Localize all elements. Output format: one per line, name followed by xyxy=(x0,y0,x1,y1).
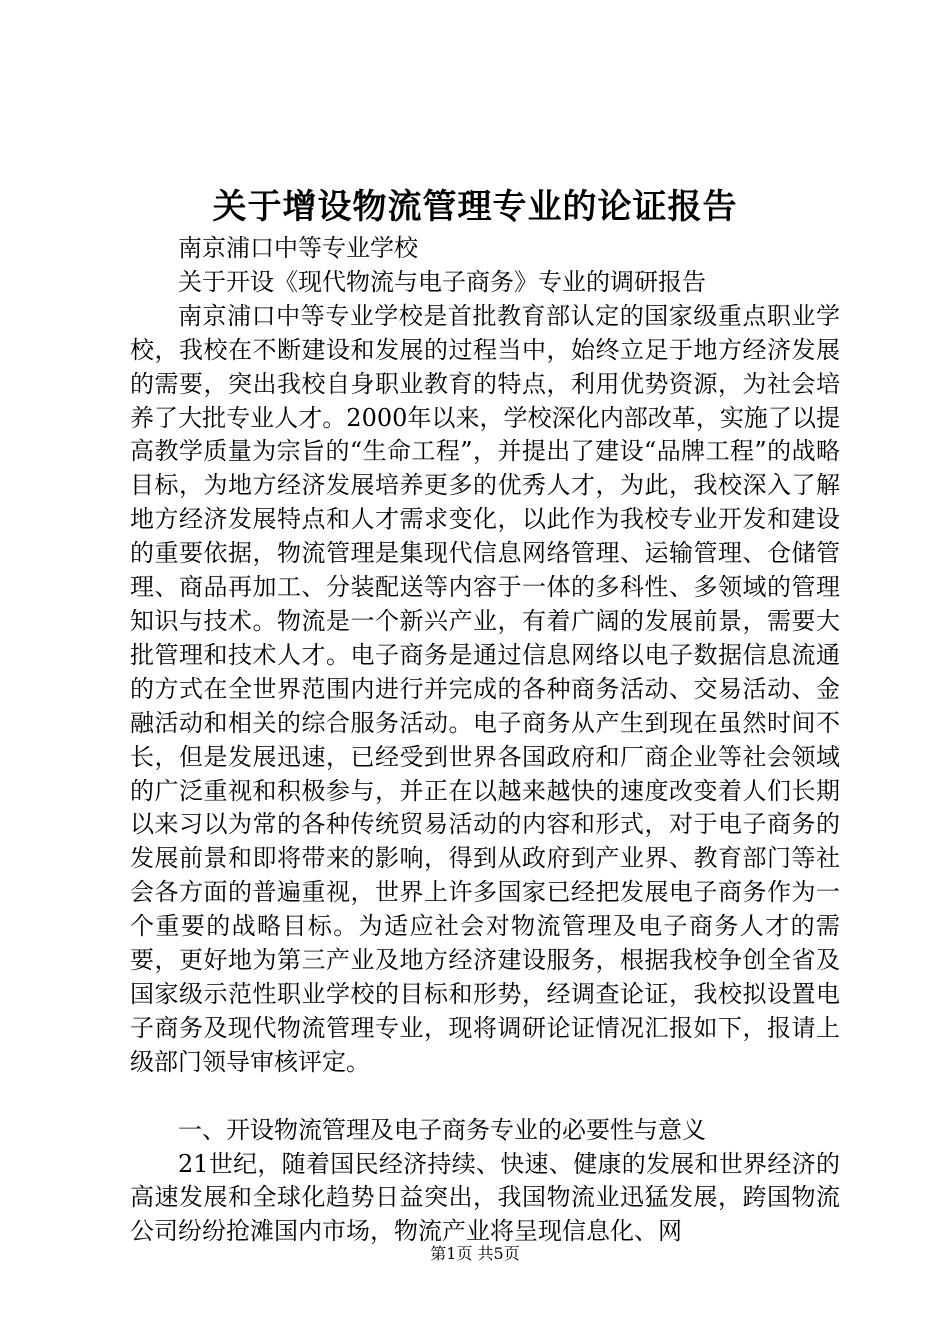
section-heading-1: 一、开设物流管理及电子商务专业的必要性与意义 xyxy=(178,1115,706,1144)
intro-paragraph: 南京浦口中等专业学校是首批教育部认定的国家级重点职业学校，我校在不断建设和发展的过程当中，始终立足于地方经济发展的需要，突出我校自身职业教育的特点，利用优势资源，为社会培养了大批专业人才。2000年以来，学校深化内部改革，实施了以提高教学质量为宗旨的“生命工程”，并提出了建设“品牌工程”的战略目标，为地方经济发展培养更多的优秀人才，为此，我校深入了解地方经济发展特点和人才需求变化，以此作为我校专业开发和建设的重要依据，物流管理是集现代信息网络管理、运输管理、仓储管理、商品再加工、分装配送等内容于一体的多科性、多领域的管理知识与技术。物流是一个新兴产业，有着广阔的发展前景，需要大批管理和技术人才。电子商务是通过信息网络以电子数据信息流通的方式在全世界范围内进行并完成的各种商务活动、交易活动、金融活动和相关的综合服务活动。电子商务从产生到现在虽然时间不长，但是发展迅速，已经受到世界各国政府和厂商企业等社会领域的广泛重视和积极参与，并正在以越来越快的速度改变着人们长期以来习以为常的各种传统贸易活动的内容和形式，对于电子商务的发展前景和即将带来的影响，得到从政府到产业界、教育部门等社会各方面的普遍重视，世界上许多国家已经把发展电子商务作为一个重要的战略目标。为适应社会对物流管理及电子商务人才的需要，更好地为第三产业及地方经济建设服务，根据我校争创全省及国家级示范性职业学校的目标和形势，经调查论证，我校拟设置电子商务及现代物流管理专业，现将调研论证情况汇报如下，报请上级部门领导审核评定。 xyxy=(130,301,840,1076)
document-body xyxy=(130,232,840,1249)
school-name-line: 南京浦口中等专业学校 xyxy=(178,234,418,262)
page-footer: 第1页 共5页 xyxy=(430,1244,520,1263)
section-1-paragraph: 21世纪，随着国民经济持续、快速、健康的发展和世界经济的高速发展和全球化趋势日益突出，我国物流业迅猛发展，跨国物流公司纷纷抢滩国内市场，物流产业将呈现信息化、网 xyxy=(130,1149,840,1246)
document-title: 关于增设物流管理专业的论证报告 xyxy=(212,187,738,227)
report-subtitle: 关于开设《现代物流与电子商务》专业的调研报告 xyxy=(178,267,706,296)
